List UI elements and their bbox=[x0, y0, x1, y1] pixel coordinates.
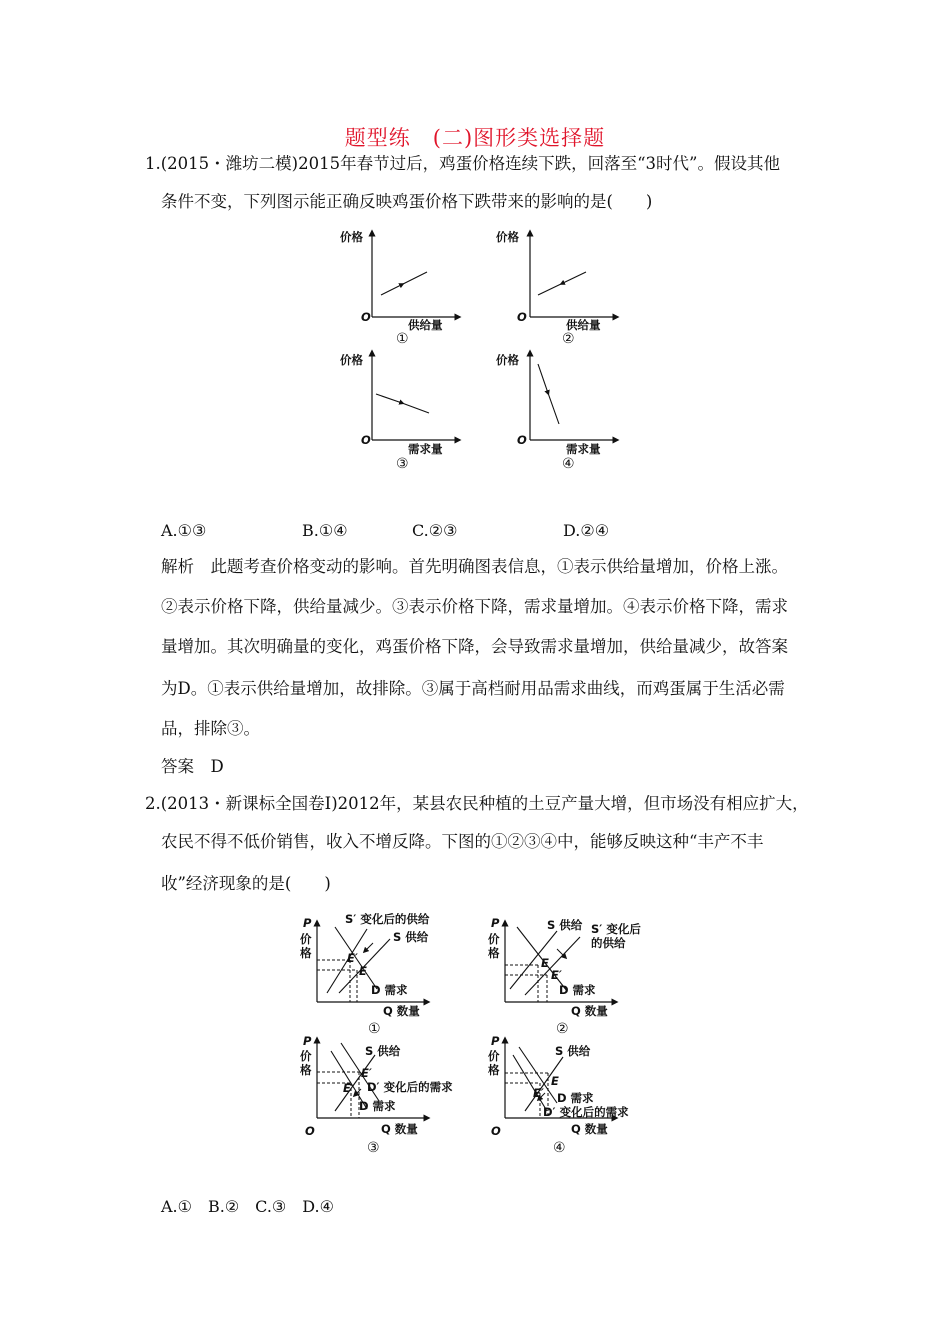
q2-graph-3 bbox=[300, 1034, 453, 1156]
q2-g1-e: E bbox=[359, 964, 367, 978]
q1-analysis-line4: 为D。①表示供给量增加，故排除。③属于高档耐用品需求曲线，而鸡蛋属于生活必需 bbox=[161, 679, 785, 698]
q1-option-c[interactable]: C.②③ bbox=[412, 521, 458, 540]
q2-g4-d: D 需求 bbox=[557, 1091, 594, 1105]
q2-options[interactable]: A.① B.② C.③ D.④ bbox=[161, 1197, 334, 1216]
q2-g4-e-prime: E′ bbox=[533, 1086, 544, 1100]
q1-stem-line2: 条件不变，下列图示能正确反映鸡蛋价格下跌带来的影响的是( ) bbox=[161, 192, 653, 211]
q1-g3-number: ③ bbox=[396, 456, 409, 472]
q2-g2-q: Q 数量 bbox=[571, 1004, 608, 1018]
q1-g2-number: ② bbox=[562, 331, 575, 347]
q1-graph-2 bbox=[496, 230, 616, 347]
q1-g1-origin: O bbox=[361, 310, 371, 324]
q1-g4-xlabel: 需求量 bbox=[566, 442, 601, 456]
q2-g2-ylabel2: 格 bbox=[488, 946, 500, 960]
q1-graph-1 bbox=[340, 230, 458, 347]
q1-graph-3 bbox=[340, 353, 458, 472]
q2-g4-e: E bbox=[551, 1074, 559, 1088]
q1-analysis-line3: 量增加。其次明确量的变化，鸡蛋价格下降，会导致需求量增加，供给量减少，故答案 bbox=[161, 637, 788, 656]
q1-option-b[interactable]: B.①④ bbox=[302, 521, 348, 540]
q2-graph-2 bbox=[488, 916, 641, 1037]
q2-g3-ylabel1: 价 bbox=[300, 1049, 312, 1063]
q2-g4-ylabel2: 格 bbox=[488, 1063, 500, 1077]
q2-g2-d: D 需求 bbox=[559, 983, 596, 997]
q1-graph-4 bbox=[496, 353, 616, 472]
q1-option-d[interactable]: D.②④ bbox=[563, 521, 610, 540]
q2-g1-ylabel1: 价 bbox=[300, 932, 312, 946]
q2-g3-origin: O bbox=[305, 1124, 315, 1138]
q1-option-a[interactable]: A.①③ bbox=[161, 521, 207, 540]
q2-g3-ylabel2: 格 bbox=[300, 1063, 312, 1077]
q2-g1-d: D 需求 bbox=[371, 983, 408, 997]
q1-g2-ylabel: 价格 bbox=[496, 230, 519, 244]
q1-g4-number: ④ bbox=[562, 456, 575, 472]
q1-stem-line1: 1.(2015・潍坊二模)2015年春节过后，鸡蛋价格连续下跌，回落至“3时代”。假设其他 bbox=[145, 154, 780, 173]
q1-graphs bbox=[330, 225, 630, 475]
q2-g3-d: D 需求 bbox=[359, 1099, 396, 1113]
q1-g3-xlabel: 需求量 bbox=[408, 442, 443, 456]
q2-g4-origin: O bbox=[491, 1124, 501, 1138]
q2-g2-s-prime1: S′ 变化后 bbox=[591, 922, 641, 936]
q1-answer: 答案 D bbox=[161, 757, 224, 776]
q2-g2-p: P bbox=[491, 916, 500, 930]
q2-g1-s: S 供给 bbox=[393, 930, 429, 944]
q2-g3-p: P bbox=[303, 1034, 312, 1048]
q2-g4-p: P bbox=[491, 1034, 500, 1048]
q1-g3-ylabel: 价格 bbox=[340, 353, 363, 367]
q2-graph-4 bbox=[488, 1034, 629, 1156]
q2-g1-e-prime: E′ bbox=[347, 951, 358, 965]
q1-g2-origin: O bbox=[517, 310, 527, 324]
page-title: 题型练 (二)图形类选择题 bbox=[344, 126, 606, 150]
q2-g4-q: Q 数量 bbox=[571, 1122, 608, 1136]
q2-g1-number: ① bbox=[368, 1021, 381, 1037]
q2-g1-q: Q 数量 bbox=[383, 1004, 420, 1018]
q2-g2-s: S 供给 bbox=[547, 918, 583, 932]
q2-graphs bbox=[295, 905, 665, 1160]
q2-g1-s-prime: S′ 变化后的供给 bbox=[345, 912, 430, 926]
q2-g3-number: ③ bbox=[367, 1140, 380, 1156]
q2-g1-ylabel2: 格 bbox=[300, 946, 312, 960]
q2-g3-s: S 供给 bbox=[365, 1044, 401, 1058]
q1-g3-origin: O bbox=[361, 433, 371, 447]
q1-g2-xlabel: 供给量 bbox=[566, 318, 601, 332]
q2-g2-e-prime: E′ bbox=[551, 968, 562, 982]
q2-g2-ylabel1: 价 bbox=[488, 932, 500, 946]
q1-g1-xlabel: 供给量 bbox=[408, 318, 443, 332]
q2-g4-s: S 供给 bbox=[555, 1044, 591, 1058]
q2-g4-ylabel1: 价 bbox=[488, 1049, 500, 1063]
q1-g1-number: ① bbox=[396, 331, 409, 347]
q1-g1-ylabel: 价格 bbox=[340, 230, 363, 244]
q1-analysis-line2: ②表示价格下降，供给量减少。③表示价格下降，需求量增加。④表示价格下降，需求 bbox=[161, 597, 788, 616]
q1-g4-ylabel: 价格 bbox=[496, 353, 519, 367]
q2-stem-line3: 收”经济现象的是( ) bbox=[161, 874, 331, 893]
q2-g2-e: E bbox=[541, 956, 549, 970]
q1-analysis-line1: 解析 此题考查价格变动的影响。首先明确图表信息，①表示供给量增加，价格上涨。 bbox=[161, 557, 788, 576]
q2-g1-p: P bbox=[303, 916, 312, 930]
q2-g4-number: ④ bbox=[553, 1140, 566, 1156]
q2-g3-q: Q 数量 bbox=[381, 1122, 418, 1136]
q1-analysis-line5: 品，排除③。 bbox=[161, 719, 260, 738]
q1-g4-origin: O bbox=[517, 433, 527, 447]
q2-g4-d-prime: D′ 变化后的需求 bbox=[543, 1105, 629, 1119]
q2-g3-e-prime: E′ bbox=[361, 1066, 372, 1080]
q2-g2-s-prime2: 的供给 bbox=[591, 936, 626, 950]
q2-g3-d-prime: D′ 变化后的需求 bbox=[367, 1080, 453, 1094]
q2-stem-line2: 农民不得不低价销售，收入不增反降。下图的①②③④中，能够反映这种“丰产不丰 bbox=[161, 832, 764, 851]
q2-graph-1 bbox=[300, 912, 430, 1037]
q2-stem-line1: 2.(2013・新课标全国卷Ⅰ)2012年，某县农民种植的土豆产量大增，但市场没有相应扩大， bbox=[145, 794, 809, 813]
q2-g2-number: ② bbox=[556, 1021, 569, 1037]
q2-g3-e: E bbox=[343, 1081, 351, 1095]
